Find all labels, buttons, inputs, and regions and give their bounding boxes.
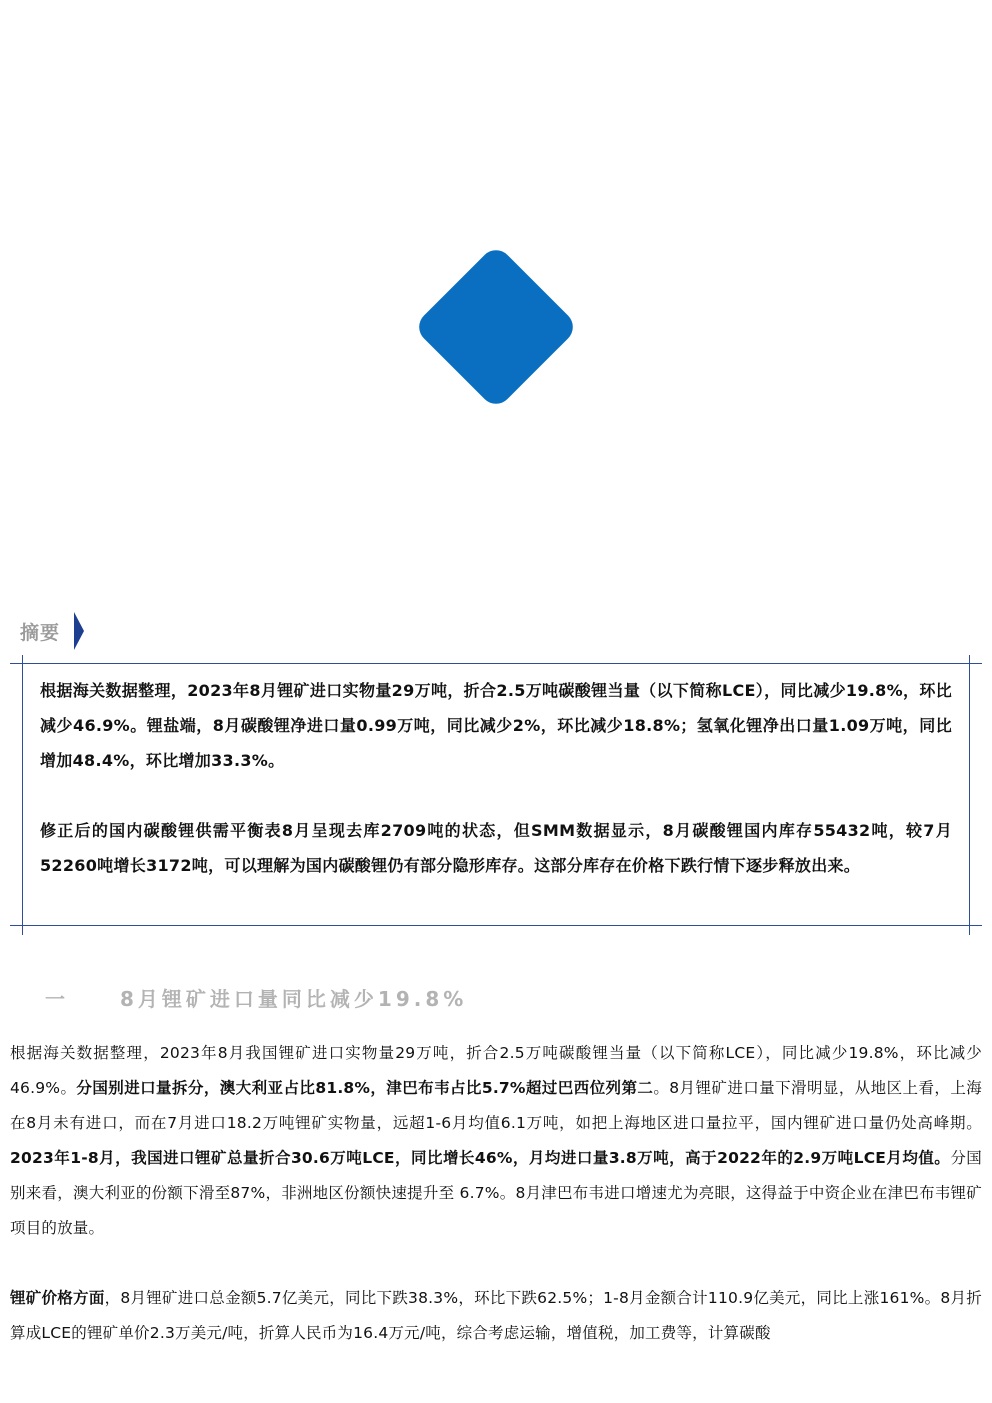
text-run: 根据海关数据整理，2023年8月我国锂矿进口实物量29万吨，折合2.5万吨碳酸锂当量（以下简称LCE），同比减少19.8%，环比减少46.9%。: [10, 1044, 982, 1097]
abstract-paragraph: 修正后的国内碳酸锂供需平衡表8月呈现去库2709吨的状态，但SMM数据显示，8月碳酸锂国内库存55432吨，较7月52260吨增长3172吨，可以理解为国内碳酸锂仍有部分隐形库存。这部分库存在价格下跌行情下逐步释放出来。: [40, 821, 952, 875]
body-paragraph: [10, 1036, 982, 1246]
section-title: 8月锂矿进口量同比减少19.8%: [120, 987, 468, 1011]
body-paragraph: [10, 1281, 982, 1351]
bold-text-run: 2023年1-8月，我国进口锂矿总量折合30.6万吨LCE，同比增长46%，月均进口量3.8万吨，高于2022年的2.9万吨LCE月均值。: [10, 1149, 951, 1167]
bold-text-run: 分国别进口量拆分，澳大利亚占比81.8%，津巴布韦占比5.7%超过巴西位列第二: [76, 1079, 654, 1097]
bold-text-run: 锂矿价格方面: [10, 1289, 105, 1307]
section-body: [10, 1036, 982, 1351]
abstract-title: 摘要: [20, 621, 61, 644]
section-heading: [45, 983, 467, 1012]
abstract-heading: [20, 615, 84, 647]
text-run: ，8月锂矿进口总金额5.7亿美元，同比下跌38.3%，环比下跌62.5%；1-8月金额合计110.9亿美元，同比上涨161%。8月折算成LCE的锂矿单价2.3万美元/吨，折算人民币为16.4万元/吨，综合考虑运输，增值税，加工费等，计算碳酸: [10, 1289, 982, 1342]
diamond-logo-icon: [413, 244, 580, 411]
chevron-right-icon: [74, 612, 84, 650]
abstract-left-rule: [22, 655, 23, 935]
text-run: 。8月锂矿进口量下滑明显，从地区上看，上海在8月未有进口，而在7月进口18.2万吨锂矿实物量，远超1-6月均值6.1万吨，如把上海地区进口量拉平，国内锂矿进口量仍处高峰期。: [10, 1079, 982, 1132]
abstract-box: [40, 673, 952, 883]
abstract-bottom-rule: [10, 925, 982, 926]
abstract-right-rule: [969, 655, 970, 935]
section-number: 一: [45, 987, 69, 1011]
abstract-paragraph: 根据海关数据整理，2023年8月锂矿进口实物量29万吨，折合2.5万吨碳酸锂当量（以下简称LCE），同比减少19.8%，环比减少46.9%。锂盐端，8月碳酸锂净进口量0.99万吨，同比减少2%，环比减少18.8%；氢氧化锂净出口量1.09万吨，同比增加48.4%，环比增加33.3%。: [40, 681, 952, 770]
abstract-top-rule: [10, 663, 982, 664]
text-run: 分国别来看，澳大利亚的份额下滑至87%，非洲地区份额快速提升至 6.7%。8月津巴布韦进口增速尤为亮眼，这得益于中资企业在津巴布韦锂矿项目的放量。: [10, 1149, 982, 1237]
